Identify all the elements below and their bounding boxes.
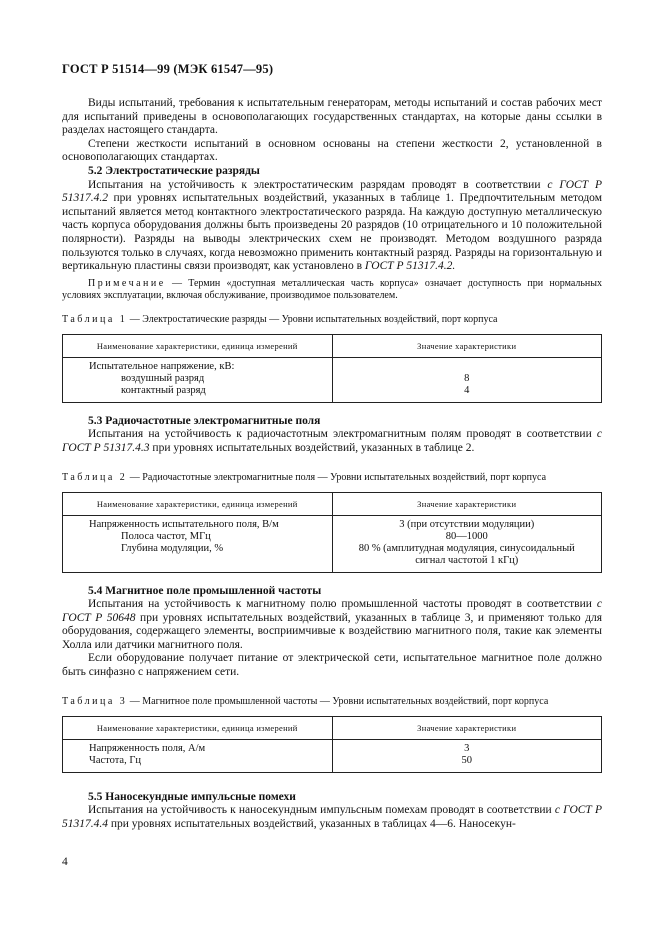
section-5-4-paragraph-2: Если оборудование получает питание от электрической сети, испытательное магнитное поле должно быть синфазно с напряжением сети. bbox=[62, 652, 602, 679]
table-col-header: Значение характеристики bbox=[332, 492, 602, 515]
section-5-2-paragraph: Испытания на устойчивость к электростатическим разрядам проводят в соответствии с ГОСТ Р 51317.4.2 при уровнях испытательных воздействий, указанных в таблице 1. Предпочтительным методом испытаний является метод контактного электростатического разряда. На каждую доступную металлическую часть корпуса оборудования должны быть произведены 20 разрядов (10 отрицательного и 10 положительной полярности). Разряды на выводы электрических схем не производят. Методом воздушного разряда пользуются только в случаях, когда невозможно применить контактный разряд. Разряды на горизонтальную и вертикальную пластины связи производят, как установлено в ГОСТ Р 51317.4.2. bbox=[62, 178, 602, 273]
document-page bbox=[62, 62, 602, 831]
standard-reference: с ГОСТ Р 51317.4.3 bbox=[62, 428, 602, 454]
section-5-2-note: Примечание — Термин «доступная металлическая часть корпуса» означает доступность при нормальных условиях эксплуатации, включая обслуживание, производимое пользователем. bbox=[62, 277, 602, 301]
table-col-header: Наименование характеристики, единица измерений bbox=[63, 492, 333, 515]
table-2 bbox=[62, 492, 602, 573]
table-cell-name: Напряженность испытательного поля, В/м Полоса частот, МГц Глубина модуляции, % bbox=[63, 515, 333, 572]
table-1-caption: Таблица 1 — Электростатические разряды — Уровни испытательных воздействий, порт корпуса bbox=[62, 313, 498, 325]
section-5-5-paragraph: Испытания на устойчивость к наносекундным импульсным помехам проводят в соответствии с ГОСТ Р 51317.4.4 при уровнях испытательных воздействий, указанных в таблицах 4—6. Наносекун- bbox=[62, 804, 602, 830]
table-3-caption: Таблица 3 — Магнитное поле промышленной частоты — Уровни испытательных воздействий, порт корпуса bbox=[62, 695, 549, 707]
table-col-header: Значение характеристики bbox=[332, 334, 602, 357]
section-5-4-paragraph-1: Испытания на устойчивость к магнитному полю промышленной частоты проводят в соответствии с ГОСТ Р 50648 при уровнях испытательных воздействий, указанных в таблице 3, и применяют только для оборудования, содержащего элементы, восприимчивые к воздействию магнитного поля, такие как элементы Холла или датчики магнитного поля. bbox=[62, 598, 602, 651]
table-col-header: Наименование характеристики, единица измерений bbox=[63, 334, 333, 357]
note-label: Примечание bbox=[88, 277, 166, 289]
standard-reference: ГОСТ Р 51317.4.2. bbox=[364, 260, 456, 273]
table-header-row bbox=[63, 334, 602, 357]
table-1 bbox=[62, 334, 602, 403]
section-5-4-title: 5.4 Магнитное поле промышленной частоты bbox=[88, 584, 322, 597]
page-number: 4 bbox=[62, 856, 68, 868]
section-5-2-title: 5.2 Электростатические разряды bbox=[88, 164, 260, 177]
table-header-row bbox=[63, 492, 602, 515]
table-header-row bbox=[63, 716, 602, 739]
standard-reference: с ГОСТ Р 51317.4.2 bbox=[62, 178, 602, 205]
table-col-header: Наименование характеристики, единица измерений bbox=[63, 716, 333, 739]
section-5-3-title: 5.3 Радиочастотные электромагнитные поля bbox=[88, 414, 321, 427]
table-cell-name: Напряженность поля, А/м Частота, Гц bbox=[63, 739, 333, 772]
section-5-3-paragraph: Испытания на устойчивость к радиочастотным электромагнитным полям проводят в соответствии с ГОСТ Р 51317.4.3 при уровнях испытательных воздействий, указанных в таблице 2. bbox=[62, 428, 602, 454]
table-cell-name: Испытательное напряжение, кВ: воздушный разряд контактный разряд bbox=[63, 357, 333, 402]
table-row bbox=[63, 515, 602, 572]
standard-reference: с ГОСТ Р 51317.4.4 bbox=[62, 804, 602, 830]
table-cell-value: 3 (при отсутствии модуляции) 80—1000 80 % (амплитудная модуляция, синусоидальный сигнал частотой 1 кГц) bbox=[332, 515, 602, 572]
intro-paragraph-1: Виды испытаний, требования к испытательным генераторам, методы испытаний и состав рабочих мест для испытаний приведены в основополагающих государственных стандартах, на которые даны ссылки в разделах настоящего стандарта. bbox=[62, 97, 602, 137]
table-col-header: Значение характеристики bbox=[332, 716, 602, 739]
table-2-caption: Таблица 2 — Радиочастотные электромагнитные поля — Уровни испытательных воздействий, порт корпуса bbox=[62, 471, 547, 483]
intro-paragraph-2: Степени жесткости испытаний в основном основаны на степени жесткости 2, установленной в основополагающих стандартах. bbox=[62, 137, 602, 164]
table-row bbox=[63, 739, 602, 772]
table-3 bbox=[62, 716, 602, 773]
table-cell-value: 8 4 bbox=[332, 357, 602, 402]
section-5-5-title: 5.5 Наносекундные импульсные помехи bbox=[88, 790, 296, 803]
document-header: ГОСТ Р 51514—99 (МЭК 61547—95) bbox=[62, 62, 274, 76]
table-cell-value: 3 50 bbox=[332, 739, 602, 772]
standard-reference: с ГОСТ Р 50648 bbox=[62, 598, 602, 624]
table-row bbox=[63, 357, 602, 402]
